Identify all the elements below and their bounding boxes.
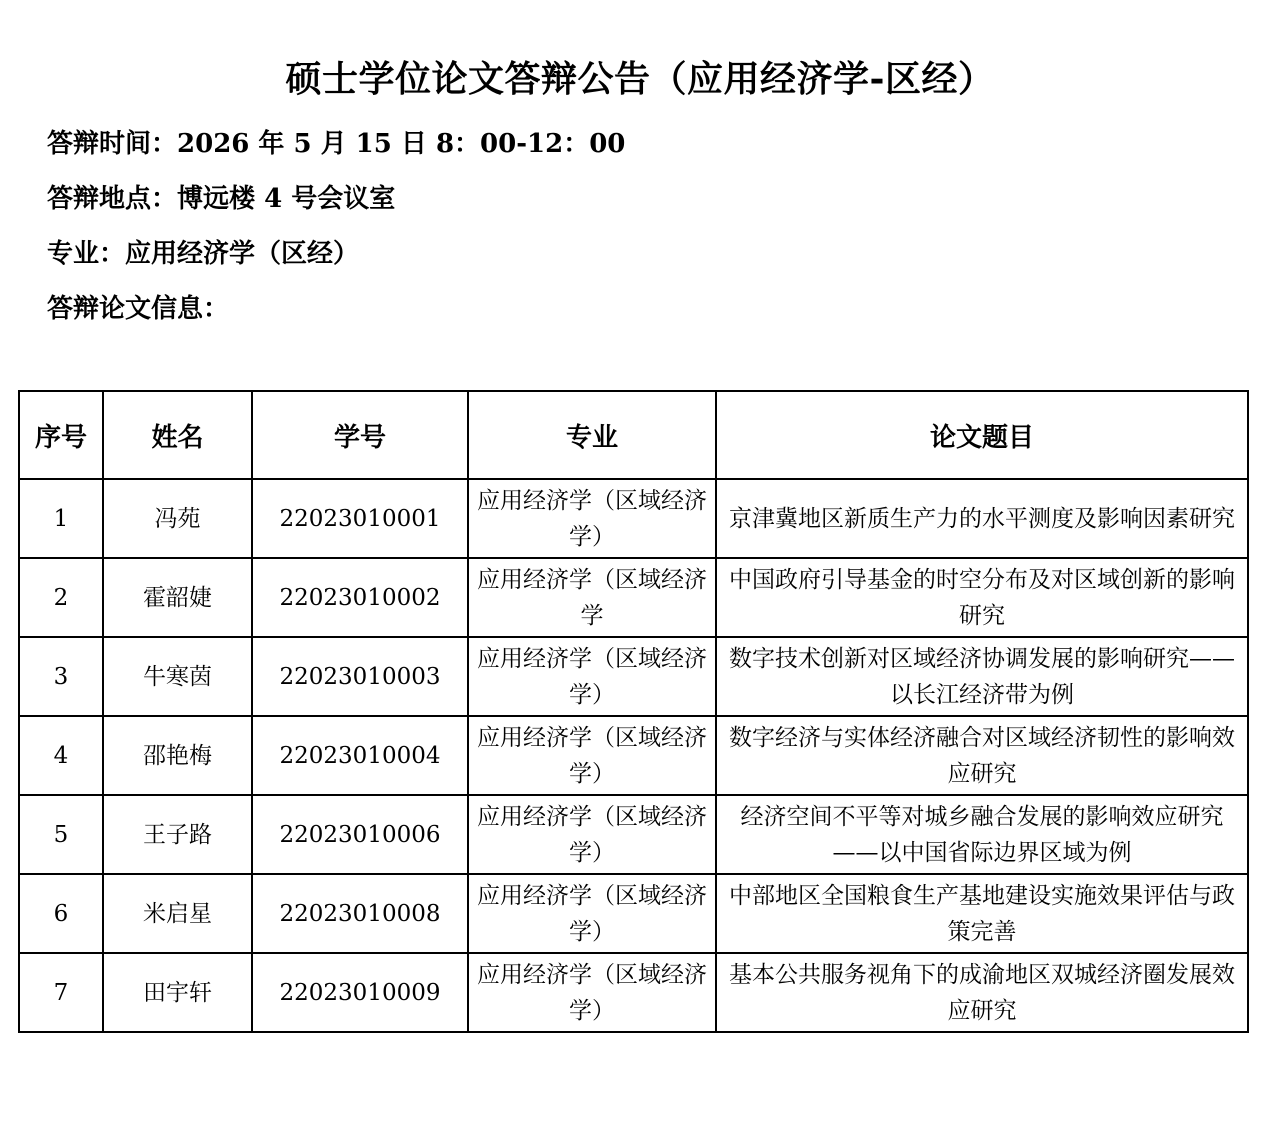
cell-name: 田宇轩 <box>103 953 252 1032</box>
header-name: 姓名 <box>103 391 252 479</box>
table-header-row <box>19 391 1248 479</box>
cell-thesis-title: 中部地区全国粮食生产基地建设实施效果评估与政策完善 <box>716 874 1248 953</box>
cell-student-id: 22023010004 <box>252 716 468 795</box>
defense-place-line <box>47 182 395 216</box>
table-row <box>19 716 1248 795</box>
cell-name: 牛寒茵 <box>103 637 252 716</box>
cell-major: 应用经济学（区域经济学） <box>468 795 716 874</box>
defense-time-value: 2026 年 5 月 15 日 8：00-12：00 <box>177 129 626 159</box>
header-thesis-title: 论文题目 <box>716 391 1248 479</box>
cell-major: 应用经济学（区域经济学） <box>468 479 716 558</box>
table-row <box>19 953 1248 1032</box>
cell-major: 应用经济学（区域经济学） <box>468 874 716 953</box>
cell-thesis-title: 数字经济与实体经济融合对区域经济韧性的影响效应研究 <box>716 716 1248 795</box>
major-label: 专业： <box>47 239 126 269</box>
cell-thesis-title: 基本公共服务视角下的成渝地区双城经济圈发展效应研究 <box>716 953 1248 1032</box>
major-line <box>47 237 359 271</box>
cell-major: 应用经济学（区域经济学） <box>468 953 716 1032</box>
table-row <box>19 637 1248 716</box>
cell-thesis-title: 数字技术创新对区域经济协调发展的影响研究——以长江经济带为例 <box>716 637 1248 716</box>
cell-index: 4 <box>19 716 103 795</box>
cell-thesis-title: 京津冀地区新质生产力的水平测度及影响因素研究 <box>716 479 1248 558</box>
cell-index: 6 <box>19 874 103 953</box>
header-index: 序号 <box>19 391 103 479</box>
defense-place-value: 博远楼 4 号会议室 <box>177 184 396 214</box>
cell-index: 3 <box>19 637 103 716</box>
cell-thesis-title: 经济空间不平等对城乡融合发展的影响效应研究——以中国省际边界区域为例 <box>716 795 1248 874</box>
cell-name: 冯苑 <box>103 479 252 558</box>
cell-name: 米启星 <box>103 874 252 953</box>
cell-student-id: 22023010008 <box>252 874 468 953</box>
cell-major: 应用经济学（区域经济学 <box>468 558 716 637</box>
thesis-info-heading: 答辩论文信息： <box>47 294 230 324</box>
cell-name: 王子路 <box>103 795 252 874</box>
cell-student-id: 22023010006 <box>252 795 468 874</box>
cell-student-id: 22023010003 <box>252 637 468 716</box>
cell-name: 邵艳梅 <box>103 716 252 795</box>
table-row <box>19 479 1248 558</box>
header-major: 专业 <box>468 391 716 479</box>
cell-index: 5 <box>19 795 103 874</box>
page-title: 硕士学位论文答辩公告（应用经济学-区经） <box>285 58 995 100</box>
defense-time-label: 答辩时间： <box>47 129 178 159</box>
cell-major: 应用经济学（区域经济学） <box>468 637 716 716</box>
defense-time-line <box>47 127 625 161</box>
cell-index: 7 <box>19 953 103 1032</box>
table-row <box>19 795 1248 874</box>
cell-name: 霍韶婕 <box>103 558 252 637</box>
header-student-id: 学号 <box>252 391 468 479</box>
cell-student-id: 22023010001 <box>252 479 468 558</box>
cell-student-id: 22023010009 <box>252 953 468 1032</box>
cell-thesis-title: 中国政府引导基金的时空分布及对区域创新的影响研究 <box>716 558 1248 637</box>
thesis-table <box>18 390 1249 1033</box>
major-value: 应用经济学（区经） <box>125 239 360 269</box>
cell-major: 应用经济学（区域经济学） <box>468 716 716 795</box>
cell-student-id: 22023010002 <box>252 558 468 637</box>
table-row <box>19 558 1248 637</box>
cell-index: 2 <box>19 558 103 637</box>
table-row <box>19 874 1248 953</box>
defense-place-label: 答辩地点： <box>47 184 178 214</box>
cell-index: 1 <box>19 479 103 558</box>
